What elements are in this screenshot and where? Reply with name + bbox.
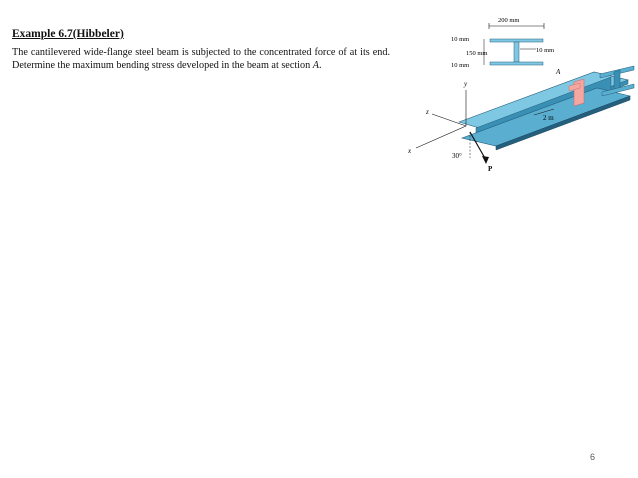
beam-diagram bbox=[404, 8, 636, 178]
dim-bottom-flange: 10 mm bbox=[451, 62, 470, 69]
force-label: P bbox=[488, 165, 493, 173]
slide-title: Example 6.7(Hibbeler) bbox=[12, 28, 124, 40]
section-label: A bbox=[556, 68, 561, 76]
problem-statement bbox=[12, 46, 390, 72]
dim-top-flange: 10 mm bbox=[451, 36, 470, 43]
z-axis-label: z bbox=[426, 108, 429, 116]
dim-web-thickness: 10 mm bbox=[536, 47, 555, 54]
angle-label: 30° bbox=[452, 152, 462, 160]
length-label: 2 m bbox=[543, 114, 554, 122]
dim-web-height: 150 mm bbox=[466, 50, 488, 57]
problem-text: The cantilevered wide-flange steel beam is subjected to the concentrated force of at its end. Determine the maximum bending stress developed in the beam at section bbox=[12, 47, 390, 72]
x-axis-label: x bbox=[408, 147, 412, 155]
dim-flange-width: 200 mm bbox=[498, 17, 520, 24]
inset-top-flange bbox=[490, 39, 543, 42]
problem-text-end: . bbox=[318, 60, 322, 72]
inset-web bbox=[514, 42, 519, 62]
y-axis-label: y bbox=[464, 80, 468, 88]
inset-bottom-flange bbox=[490, 62, 543, 65]
section-reference: A bbox=[312, 60, 319, 72]
beam-figure bbox=[404, 8, 636, 178]
page-number: 6 bbox=[590, 452, 596, 462]
section-cut bbox=[574, 79, 584, 106]
